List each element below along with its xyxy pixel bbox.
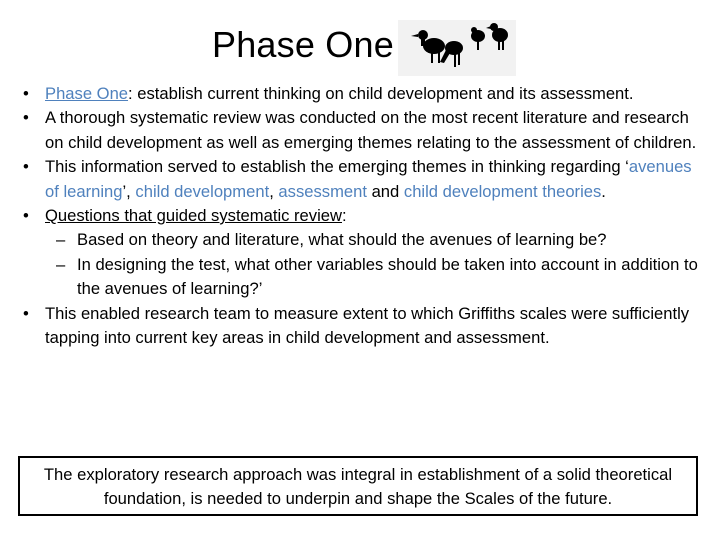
dash-marker: – (56, 230, 66, 250)
subitem-question (20, 253, 700, 302)
separator-text: ’, (122, 181, 136, 201)
separator-text: , (269, 181, 279, 201)
bullet-list (20, 82, 700, 350)
questions-heading: Questions that guided systematic review (45, 206, 342, 226)
bullet-phase-one (20, 82, 700, 106)
term-avenues-of-learning: avenues of learning (45, 157, 692, 201)
bullet-marker: • (23, 303, 29, 323)
walking-birds-icon (398, 20, 516, 76)
term-assessment: assessment (278, 181, 367, 201)
subitem-question (20, 228, 700, 252)
separator-text: and (366, 181, 404, 201)
subitem-text: In designing the test, what other variables should be taken into account in addition to the avenues of learning?’ (77, 254, 698, 299)
phase-one-link[interactable]: Phase One (45, 84, 129, 103)
subitem-text: Based on theory and literature, what should the avenues of learning be? (77, 230, 607, 250)
bullet-text: This information served to establish the emerging themes in thinking regarding ‘ (45, 157, 629, 177)
bullet-marker: • (23, 206, 29, 226)
bullet-systematic-review (20, 106, 700, 155)
separator-text: . (601, 181, 606, 201)
bullet-text: This enabled research team to measure extent to which Griffiths scales were sufficiently tapping into current key areas in child development and assessment. (45, 303, 690, 348)
term-child-development-theories: child development theories (403, 181, 602, 201)
slide-title: Phase One (212, 24, 394, 65)
term-child-development: child development (135, 181, 270, 201)
bullet-marker: • (23, 157, 29, 177)
bullet-text: : establish current thinking on child development and its assessment. (128, 84, 634, 103)
bullet-emerging-themes (20, 155, 700, 204)
bullet-text: : (342, 206, 347, 226)
bullet-marker: • (23, 84, 29, 103)
bullet-text: A thorough systematic review was conducted on the most recent literature and research on child development as well as emerging themes relating to the assessment of children. (45, 108, 697, 152)
boxed-note: The exploratory research approach was integral in establishment of a solid theoretical foundation, is needed to underpin and shape the Scales of the future. (18, 456, 698, 516)
bullet-marker: • (23, 108, 29, 128)
bullet-guiding-questions (20, 204, 700, 228)
dash-marker: – (56, 254, 66, 274)
bullet-griffiths-scales (20, 302, 700, 351)
